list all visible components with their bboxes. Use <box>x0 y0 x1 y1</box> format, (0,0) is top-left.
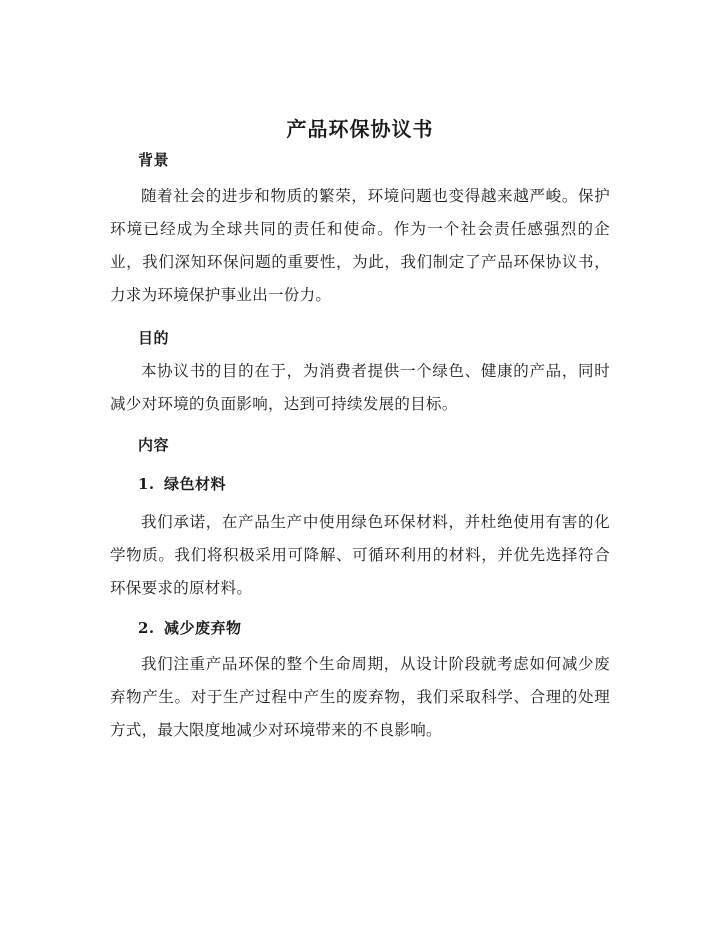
subsection-number: 1. <box>138 475 155 493</box>
section-heading-purpose: 目的 <box>138 329 170 347</box>
subsection-heading-green-materials <box>138 473 226 494</box>
section-heading-background: 背景 <box>138 151 170 169</box>
paragraph-reduce-waste: 我们注重产品环保的整个生命周期，从设计阶段就考虑如何减少废弃物产生。对于生产过程中产生的废弃物，我们采取科学、合理的处理方式，最大限度地减少对环境带来的不良影响。 <box>110 655 610 739</box>
paragraph-purpose: 本协议书的目的在于，为消费者提供一个绿色、健康的产品，同时减少对环境的负面影响，达到可持续发展的目标。 <box>110 362 610 413</box>
paragraph-background: 随着社会的进步和物质的繁荣，环境问题也变得越来越严峻。保护环境已经成为全球共同的责任和使命。作为一个社会责任感强烈的企业，我们深知环保问题的重要性，为此，我们制定了产品环保协议书，力求为环境保护事业出一份力。 <box>110 187 610 304</box>
subsection-title: 减少废弃物 <box>164 619 242 637</box>
paragraph-green-materials: 我们承诺，在产品生产中使用绿色环保材料，并杜绝使用有害的化学物质。我们将积极采用可降解、可循环利用的材料，并优先选择符合环保要求的原材料。 <box>110 513 610 597</box>
subsection-title: 绿色材料 <box>164 475 227 493</box>
section-heading-content: 内容 <box>138 436 170 454</box>
subsection-heading-reduce-waste <box>138 617 242 638</box>
subsection-number: 2. <box>138 619 155 637</box>
document-title: 产品环保协议书 <box>286 117 434 141</box>
